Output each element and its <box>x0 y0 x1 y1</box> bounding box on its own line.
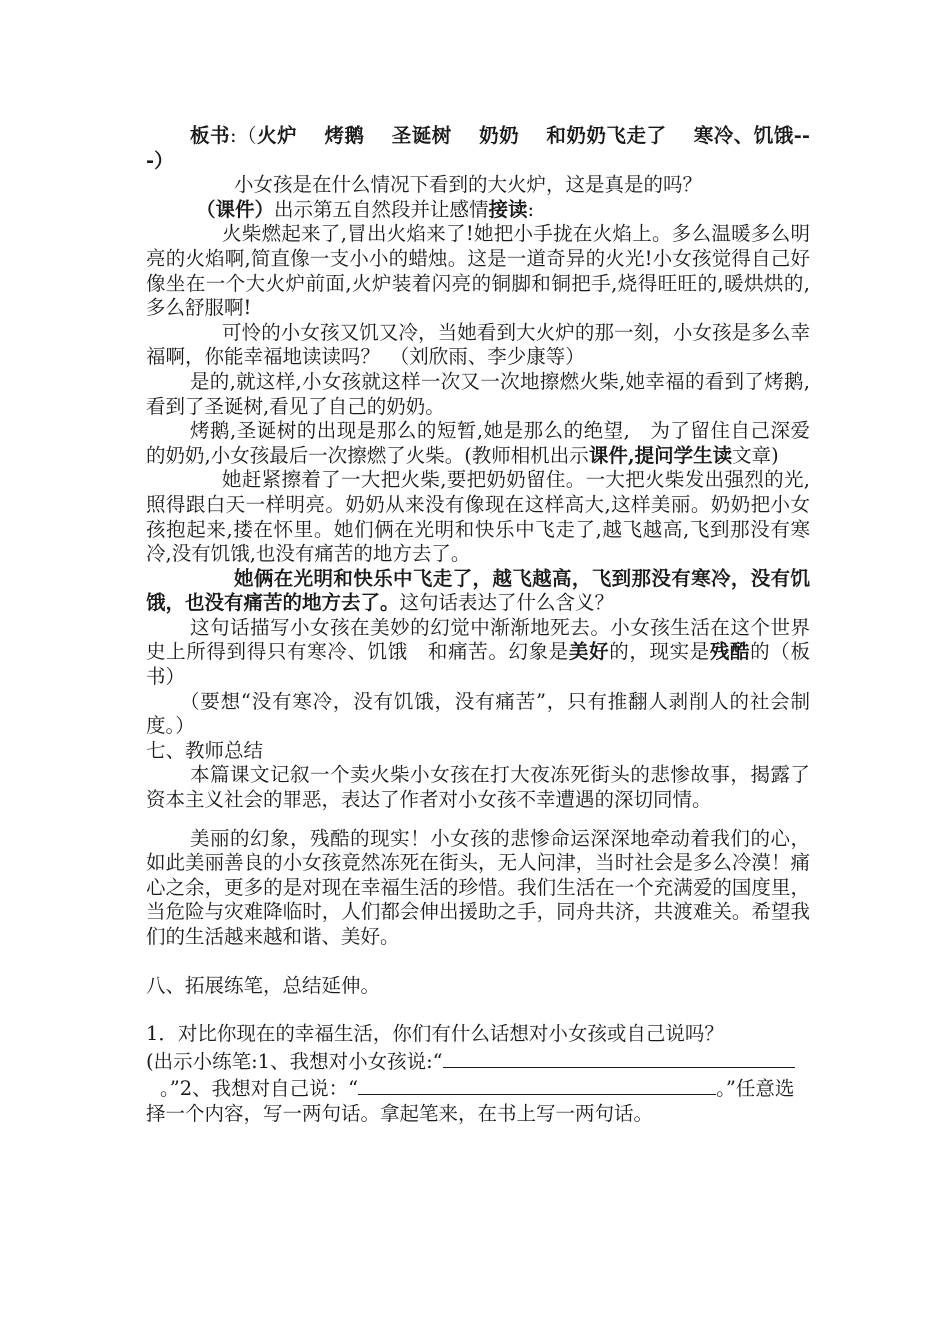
question-1: 小女孩是在什么情况下看到的大火炉，这是真是的吗？ <box>234 173 703 197</box>
board-label: 板书 <box>190 124 231 147</box>
paragraph-meaning: 这句话描写小女孩在美妙的幻觉中渐渐地死去。小女孩生活在这个世界史上所得到得只有寒冷、饥饿 和痛苦。幻象是美好的，现实是残酷的（板书） <box>146 615 810 689</box>
spacer <box>146 950 810 974</box>
exercise-1-blanks: (出示小练笔:1、我想对小女孩说:“。”2、我想对自己说：“ 。”任意选择一个内容，写一两句话。拿起笔来，在书上写一两句话。 <box>146 1047 810 1127</box>
paragraph-summary: 本篇课文记叙一个卖火柴小女孩在打大夜冻死街头的悲惨故事，揭露了资本主义社会的罪恶，表达了作者对小女孩不幸遭遇的深切同情。 <box>146 763 810 812</box>
paragraph-society: （要想“没有寒冷，没有饥饿，没有痛苦”，只有推翻人剥削人的社会制度。） <box>146 689 810 738</box>
board-items: 火炉 烤鹅 圣诞树 奶奶 和奶奶飞走了 寒冷、饥饿---） <box>146 124 810 172</box>
spacer <box>146 998 810 1022</box>
quote-grandma: 她赶紧擦着了一大把火柴,要把奶奶留住。一大把火柴发出强烈的光,照得跟白天一样明亮。奶奶从来没有像现在这样高大,这样美丽。奶奶把小女孩抱起来,搂在怀里。她们俩在光明和快乐中飞走了,越飞越高,飞到那没有寒冷,没有饥饿,也没有痛苦的地方去了。 <box>146 468 810 566</box>
board-notes: 板书:（火炉 烤鹅 圣诞树 奶奶 和奶奶飞走了 寒冷、饥饿---） <box>146 124 810 172</box>
courseware-line: （课件）出示第五自然段并让感情接读: <box>196 197 535 221</box>
question-2: 她俩在光明和快乐中飞走了，越飞越高，飞到那没有寒冷，没有饥饿，也没有痛苦的地方去了。这句话表达了什么含义？ <box>146 566 810 615</box>
section-7-heading: 七、教师总结 <box>146 738 264 762</box>
section-8-heading: 八、拓展练笔，总结延伸。 <box>146 973 381 997</box>
paragraph-again: 是的,就这样,小女孩就这样一次又一次地擦燃火柴,她幸福的看到了烤鹅,看到了圣诞树,看见了自己的奶奶。 <box>146 369 810 418</box>
blank-to-self[interactable] <box>358 1074 716 1095</box>
quote-paragraph-5: 火柴燃起来了,冒出火焰来了!她把小手拢在火焰上。多么温暖多么明亮的火焰啊,简直像一支小小的蜡烛。这是一道奇异的火光!小女孩觉得自己好像坐在一个大火炉前面,火炉装着闪亮的铜脚和铜把手,烧得旺旺的,暖烘烘的,多么舒服啊! <box>146 222 810 320</box>
exercise-1-line: 1．对比你现在的幸福生活，你们有什么话想对小女孩或自己说吗？ <box>146 1022 724 1046</box>
paragraph-reflection: 美丽的幻象，残酷的现实！小女孩的悲惨命运深深地牵动着我们的心，如此美丽善良的小女孩竟然冻死在街头，无人问津，当时社会是多么冷漠！痛心之余，更多的是对现在幸福生活的珍惜。我们生活在一个充满爱的国度里，当危险与灾难降临时，人们都会伸出援助之手，同舟共济，共渡难关。希望我们的生活越来越和谐、美好。 <box>146 826 810 948</box>
paragraph-last-match: 烤鹅,圣诞树的出现是那么的短暂,她是那么的绝望, 为了留住自己深爱的奶奶,小女孩最后一次擦燃了火柴。(教师相机出示课件,提问学生读文章) <box>146 419 810 467</box>
blank-to-girl[interactable] <box>443 1047 755 1068</box>
paragraph-happy-reading: 可怜的小女孩又饥又冷，当她看到大火炉的那一刻，小女孩是多么幸福啊，你能幸福地读读吗？ （刘欣雨、李少康等） <box>146 320 810 369</box>
blank-to-girl-continued[interactable] <box>755 1047 795 1068</box>
document-page <box>146 124 810 1127</box>
